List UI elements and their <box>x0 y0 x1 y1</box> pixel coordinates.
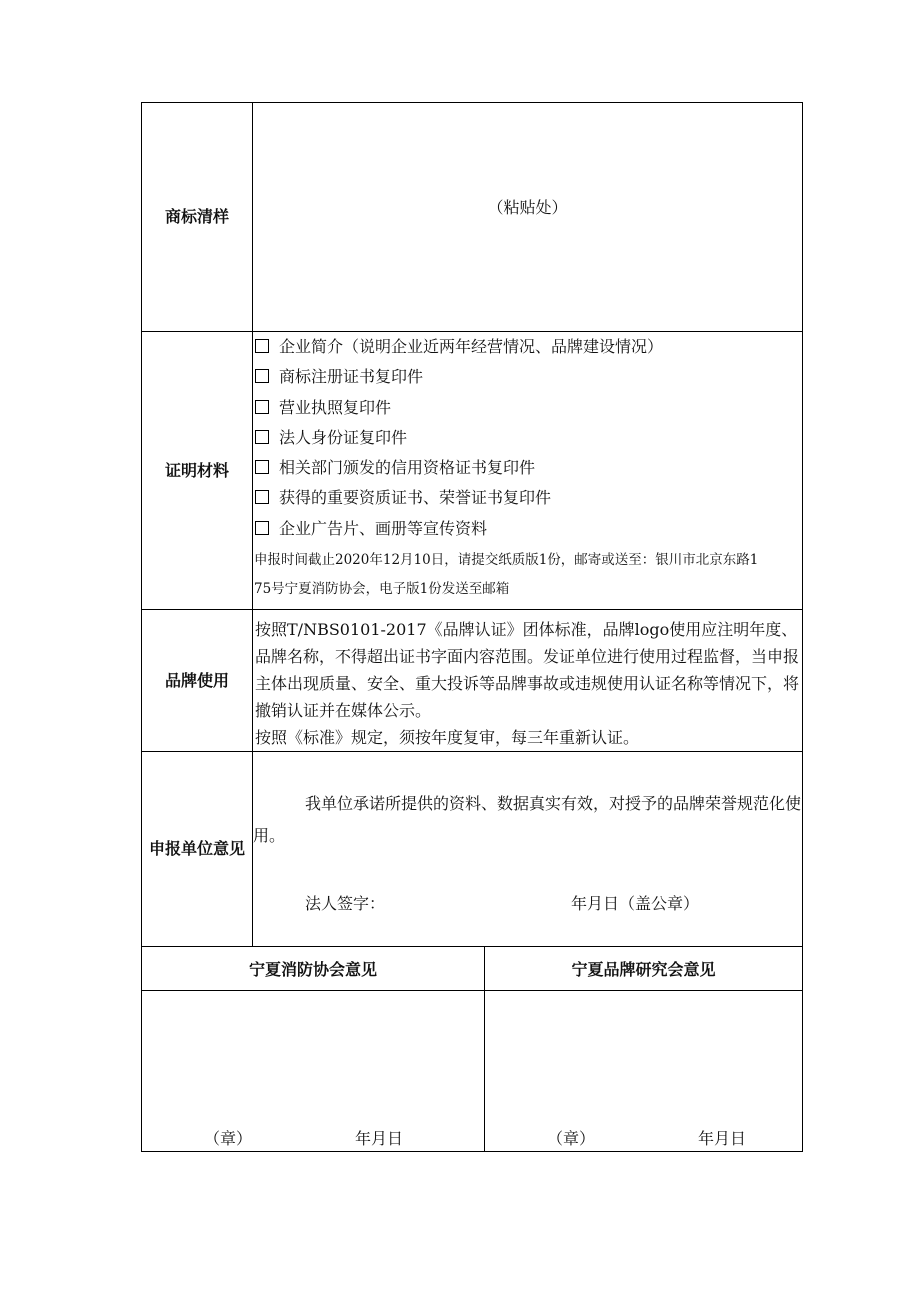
brand-institute-opinion-cell <box>485 991 803 1152</box>
material-item-label: 商标注册证书复印件 <box>279 367 424 387</box>
material-item-label: 企业广告片、画册等宣传资料 <box>279 518 488 538</box>
reviewers-header-row <box>142 947 803 991</box>
material-item-label: 营业执照复印件 <box>279 397 392 417</box>
material-item-label: 企业简介（说明企业近两年经营情况、品牌建设情况） <box>279 337 664 356</box>
applicant-opinion-cell <box>253 752 803 947</box>
material-item[interactable] <box>253 514 802 544</box>
materials-label: 证明材料 <box>142 332 253 610</box>
materials-cell <box>253 332 803 610</box>
fire-association-date: 年月日 <box>355 1129 404 1148</box>
checkbox-icon[interactable] <box>255 460 269 474</box>
material-item-label: 相关部门颁发的信用资格证书复印件 <box>279 458 536 478</box>
usage-row <box>142 610 803 752</box>
trademark-row <box>142 103 803 332</box>
submission-note: 申报时间截止2020年12月10日，请提交纸质版1份，邮寄或送至：银川市北京东路175号宁夏消防协会，电子版1份发送至邮箱 <box>254 552 759 598</box>
date-seal-label: 年月日（盖公章） <box>571 894 700 913</box>
brand-institute-date: 年月日 <box>698 1129 747 1148</box>
checkbox-icon[interactable] <box>255 400 269 414</box>
usage-cell <box>253 610 803 752</box>
checkbox-icon[interactable] <box>255 369 269 383</box>
usage-paragraph: 按照T/NBS0101-2017《品牌认证》团体标准，品牌logo使用应注明年度、品牌名称，不得超出证书字面内容范围。发证单位进行使用过程监督，当申报主体出现质量、安全、重大投诉等品牌事故或违规使用认证名称等情况下，将撤销认证并在媒体公示。 <box>255 620 800 720</box>
fire-association-opinion-cell <box>142 991 485 1152</box>
legal-signature-label: 法人签字： <box>305 894 386 913</box>
materials-checklist <box>253 332 802 544</box>
material-item-label: 获得的重要资质证书、荣誉证书复印件 <box>279 488 552 508</box>
trademark-paste-area <box>253 103 803 332</box>
checkbox-icon[interactable] <box>255 339 269 353</box>
checkbox-icon[interactable] <box>255 490 269 504</box>
material-item[interactable] <box>253 362 802 392</box>
checkbox-icon[interactable] <box>255 430 269 444</box>
materials-row <box>142 332 803 610</box>
paste-placeholder: （粘贴处） <box>487 197 568 217</box>
reviewers-seal-row <box>142 991 803 1152</box>
checkbox-icon[interactable] <box>255 521 269 535</box>
brand-institute-title: 宁夏品牌研究会意见 <box>485 947 803 991</box>
material-item[interactable] <box>253 332 802 362</box>
material-item[interactable] <box>253 393 802 423</box>
material-item[interactable] <box>253 453 802 483</box>
material-item-label: 法人身份证复印件 <box>279 427 408 447</box>
fire-association-title: 宁夏消防协会意见 <box>142 947 485 991</box>
trademark-label: 商标清样 <box>142 103 253 332</box>
applicant-row <box>142 752 803 947</box>
applicant-label: 申报单位意见 <box>142 752 253 947</box>
brand-institute-seal: （章） <box>547 1129 596 1148</box>
applicant-statement: 我单位承诺所提供的资料、数据真实有效，对授予的品牌荣誉规范化使用。 <box>253 794 802 845</box>
application-form-table <box>141 102 803 1152</box>
usage-label: 品牌使用 <box>142 610 253 752</box>
fire-association-seal: （章） <box>204 1129 253 1148</box>
usage-paragraph: 按照《标准》规定，须按年度复审，每三年重新认证。 <box>255 728 640 747</box>
material-item[interactable] <box>253 483 802 513</box>
material-item[interactable] <box>253 423 802 453</box>
